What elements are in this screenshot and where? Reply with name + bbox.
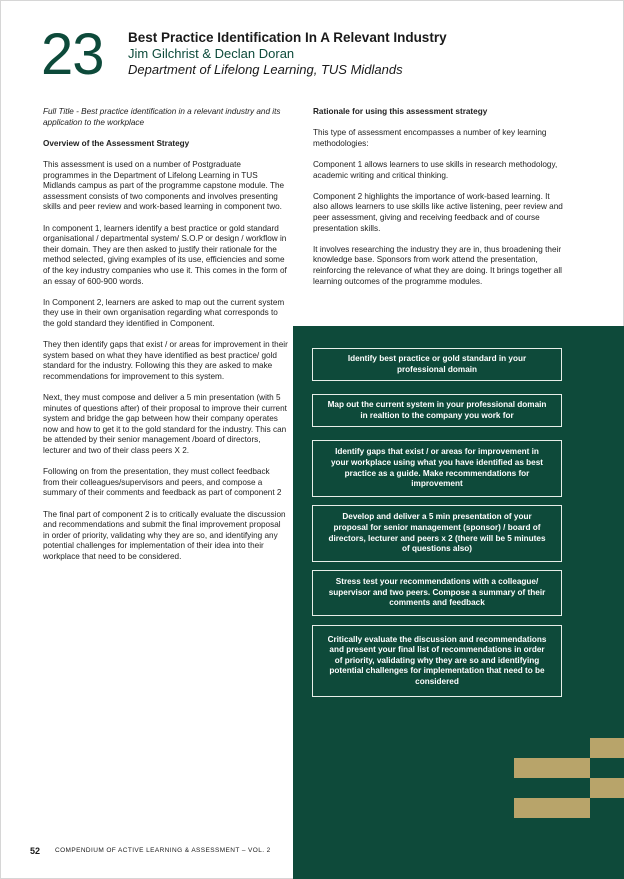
chapter-department: Department of Lifelong Learning, TUS Midlands	[128, 62, 403, 77]
decorative-block	[590, 738, 624, 758]
decorative-block	[514, 798, 590, 818]
process-step-box: Map out the current system in your professional domain in realtion to the company you work for	[312, 394, 562, 427]
process-step-box: Identify best practice or gold standard in your professional domain	[312, 348, 562, 381]
overview-paragraph: In component 1, learners identify a best practice or gold standard organisational / departmental system/ S.O.P or design / workflow in their domain. They are then asked to justify their rationale for the method selected, giving examples of its use, efficiencies and some of the key industry companies who use it. This comes in the form of an essay of 600-900 words.	[43, 223, 287, 286]
chapter-title: Best Practice Identification In A Relevant Industry	[128, 30, 447, 45]
publication-title: COMPENDIUM OF ACTIVE LEARNING & ASSESSMENT – VOL. 2	[55, 847, 271, 854]
page-number: 52	[30, 846, 41, 856]
overview-paragraph: Following on from the presentation, they must collect feedback from their colleagues/supervisors and peers, and compose a summary of their comments and feedback as part of component 2	[43, 467, 282, 498]
decorative-block	[590, 778, 624, 798]
rationale-heading: Rationale for using this assessment strategy	[313, 107, 488, 116]
overview-heading: Overview of the Assessment Strategy	[43, 138, 190, 148]
rationale-paragraph: This type of assessment encompasses a number of key learning methodologies:	[313, 128, 547, 148]
left-column	[43, 107, 288, 573]
process-step-box: Critically evaluate the discussion and recommendations and present your final list of recommendations in order of priority, validating why they are so and identifying potential challenges for implementation that need to be considered	[312, 625, 562, 697]
overview-paragraph: The final part of component 2 is to critically evaluate the discussion and recommendations and submit the final improvement proposal in order of priority, validating why they are so, and identifying any potential challenges for implementation of their idea into their workplace that need to be considered.	[43, 509, 286, 561]
process-step-box: Stress test your recommendations with a colleague/ supervisor and two peers. Compose a summary of their comments and feedback	[312, 570, 562, 616]
overview-paragraph: This assessment is used on a number of Postgraduate programmes in the Department of Lifelong Learning in TUS Midlands campus as part of the programme capstone module. The assessment consists of two components and involves presenting skills and peer review and work-based learning in component two.	[43, 159, 285, 212]
overview-paragraph: They then identify gaps that exist / or areas for improvement in their system based on what they have identified as best practice/ gold standard for the industry. Following this they are asked to make recommendations for improvement to this system.	[43, 340, 288, 381]
overview-paragraph: Next, they must compose and deliver a 5 min presentation (with 5 minutes of questions after) of their proposal to improve their current system and bridge the gap between how their company operates now and how to get it to the gold standard for the industry. This can be attended by their senior management /board of directors, lecturer and two of their class peers X 2.	[43, 393, 287, 455]
rationale-paragraph: It involves researching the industry they are in, thus broadening their knowledge base. Sponsors from work attend the presentation, reinforcing the relevance of what they are doing. It brings together all learning outcomes of the programme modules.	[313, 244, 562, 286]
overview-paragraph: In Component 2, learners are asked to map out the current system they use in their own organisation regarding what corresponds to the gold standard they identified in Component.	[43, 297, 285, 328]
rationale-paragraph: Component 1 allows learners to use skills in research methodology, academic writing and critical thinking.	[313, 159, 558, 180]
chapter-number: 23	[41, 22, 104, 87]
process-step-box: Develop and deliver a 5 min presentation of your proposal for senior management (sponsor) / board of directors, lecturer and peers x 2 (there will be 5 minutes of questions also)	[312, 505, 562, 562]
full-title: Full Title - Best practice identification in a relevant industry and its application to the workplace	[43, 107, 281, 127]
chapter-authors: Jim Gilchrist & Declan Doran	[128, 46, 295, 61]
decorative-block	[514, 758, 590, 778]
rationale-paragraph: Component 2 highlights the importance of work-based learning. It also allows learners to use skills like active listening, peer review and peer assessment, giving and receiving feedback and of course presentation skills.	[313, 191, 563, 233]
right-column	[313, 107, 563, 298]
process-step-box: Identify gaps that exist / or areas for improvement in your workplace using what you have identified as best practice as a guide. Make recommendations for improvement	[312, 440, 562, 497]
